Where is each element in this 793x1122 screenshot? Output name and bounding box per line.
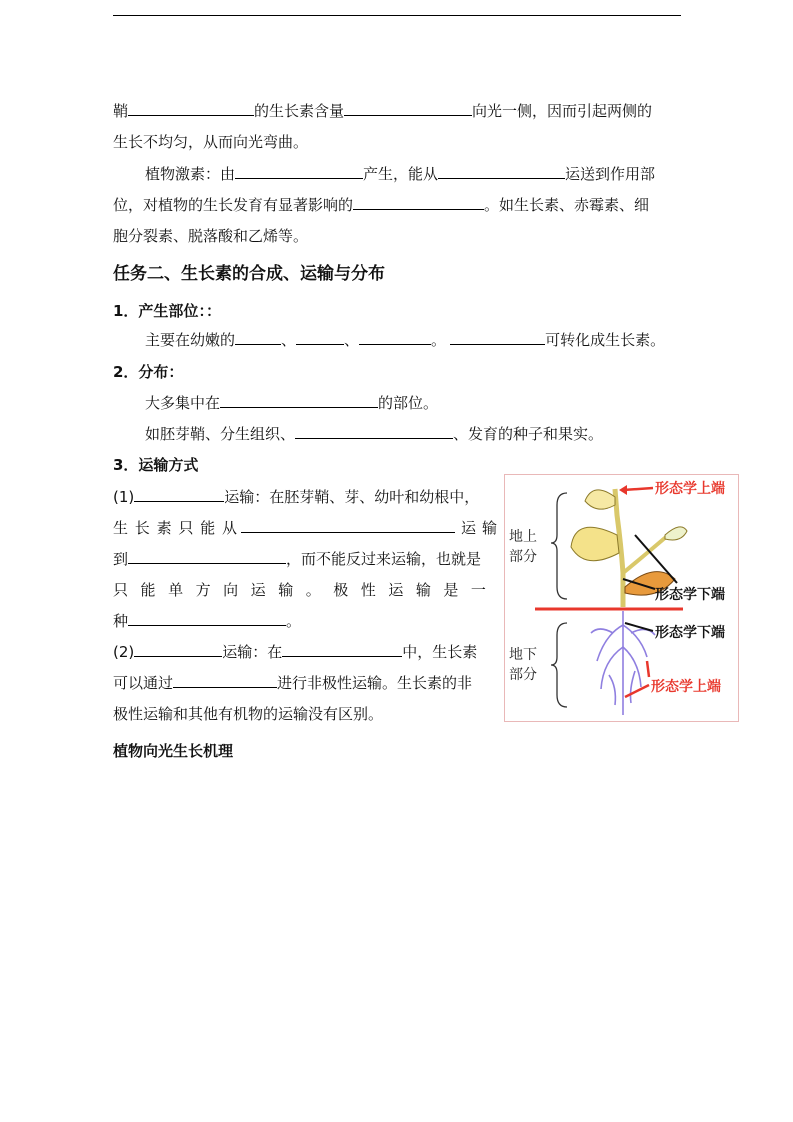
blank: [220, 393, 378, 408]
label-top-upper: 形态学上端: [655, 481, 725, 497]
char: 只: [178, 519, 194, 537]
transport-2-line-3: 极性运输和其他有机物的运输没有区别。: [113, 705, 384, 723]
arrow-root-upper-1: [625, 685, 649, 697]
intro-line-1: [113, 101, 652, 121]
char: 生: [113, 519, 129, 537]
bracket-above: [551, 493, 567, 599]
plant-diagram: [505, 475, 738, 721]
leaf-left: [571, 527, 619, 560]
char: 极: [333, 581, 349, 599]
char: 。: [305, 581, 321, 599]
text: 。如生长素、赤霉素、细: [484, 196, 650, 214]
arrow-top-upper: [623, 488, 653, 490]
label-above-2: 部分: [509, 549, 537, 565]
blank: [359, 330, 431, 345]
text: 位，对植物的生长发育有显著影响的: [113, 196, 354, 214]
arrowhead-top-upper: [619, 485, 627, 495]
label-below-1: 地下: [509, 647, 537, 663]
char: 输: [278, 581, 294, 599]
blank: [438, 164, 565, 179]
char: 输: [415, 581, 431, 599]
label-below-2: 部分: [509, 667, 537, 683]
char: 性: [360, 581, 376, 599]
blank: [235, 164, 363, 179]
intro-line-3: [145, 164, 655, 184]
subsection-1-line: [145, 330, 665, 350]
footer-title: 植物向光生长机理: [113, 742, 234, 760]
blank: [134, 487, 224, 502]
text: 。: [286, 612, 302, 630]
text: 到: [113, 550, 129, 568]
blank: [282, 642, 402, 657]
text: 植物激素：由: [145, 165, 236, 183]
text: 鞘: [113, 102, 129, 120]
text: 运输：在胚芽鞘、芽、幼叶和幼根中，: [224, 488, 480, 506]
text: (1): [113, 488, 135, 506]
blank: [235, 330, 281, 345]
text: 、: [344, 331, 360, 349]
subsection-2-title: 2．分布：: [113, 363, 184, 381]
transport-2-line-1: [113, 642, 486, 662]
char: 素: [156, 519, 172, 537]
intro-line-5: 胞分裂素、脱落酸和乙烯等。: [113, 227, 309, 245]
transport-1-line-5: [113, 611, 486, 631]
char: 能: [200, 519, 216, 537]
text: (2): [113, 643, 135, 661]
text: 种: [113, 612, 129, 630]
label-above-1: 地上: [509, 529, 537, 545]
text: 进行非极性运输。生长素的非: [277, 674, 473, 692]
char: 从: [221, 519, 237, 537]
roots: [591, 611, 655, 715]
text: 产生，能从: [363, 165, 439, 183]
text: 、发育的种子和果实。: [453, 425, 604, 443]
char: 一: [470, 581, 486, 599]
label-root-upper: 形态学上端: [651, 679, 721, 695]
text: 。: [431, 331, 447, 349]
subsection-2-line-1: [145, 393, 438, 413]
char: 能: [140, 581, 156, 599]
char: 方: [195, 581, 211, 599]
intro-line-2: 生长不均匀，从而向光弯曲。: [113, 133, 309, 151]
blank: [128, 101, 254, 116]
blank: [344, 101, 472, 116]
blank: [128, 611, 286, 626]
text: 可以通过: [113, 674, 174, 692]
leaf-top: [585, 490, 615, 509]
char: 长: [134, 519, 150, 537]
text: 可转化成生长素。: [545, 331, 666, 349]
blank: [353, 195, 484, 210]
transport-1-line-4: [113, 580, 486, 600]
text: 运输：在: [222, 643, 283, 661]
bracket-below: [551, 623, 567, 707]
plant-polarity-figure: [504, 474, 739, 722]
leaf-bud: [665, 527, 687, 540]
text: 主要在幼嫩的: [145, 331, 236, 349]
char: 只: [113, 581, 129, 599]
section-title: 任务二、生长素的合成、运输与分布: [113, 264, 385, 284]
blank: [173, 673, 277, 688]
subsection-3-title: 3．运输方式: [113, 456, 199, 474]
transport-1-line-1: [113, 487, 486, 507]
char: 向: [223, 581, 239, 599]
blank: [128, 549, 286, 564]
spaced-text: [113, 518, 237, 538]
char: 是: [443, 581, 459, 599]
blank: [295, 424, 453, 439]
intro-line-4: [113, 195, 649, 215]
arrow-root-upper-2: [647, 661, 649, 677]
text: 如胚芽鞘、分生组织、: [145, 425, 296, 443]
subsection-2-line-2: [145, 424, 603, 444]
transport-2-line-2: [113, 673, 486, 693]
text: 大多集中在: [145, 394, 221, 412]
subsection-1-title: 1．产生部位：：: [113, 302, 221, 320]
char: 运: [250, 581, 266, 599]
text: 的生长素含量: [254, 102, 345, 120]
transport-1-line-2: [113, 518, 504, 538]
blank: [296, 330, 344, 345]
blank: [450, 330, 545, 345]
text: 中，生长素: [402, 643, 478, 661]
text: 的部位。: [378, 394, 439, 412]
header-rule: [113, 15, 681, 16]
label-top-lower: 形态学下端: [655, 587, 725, 603]
text: 向光一侧，因而引起两侧的: [472, 102, 653, 120]
char: 单: [168, 581, 184, 599]
text: 运送到作用部: [565, 165, 656, 183]
text: 、: [281, 331, 297, 349]
blank: [241, 518, 455, 533]
text: 运输: [461, 519, 504, 537]
blank: [134, 642, 222, 657]
text: ，而不能反过来运输，也就是: [286, 550, 482, 568]
transport-1-line-3: [113, 549, 486, 569]
label-root-lower: 形态学下端: [655, 625, 725, 641]
char: 运: [388, 581, 404, 599]
